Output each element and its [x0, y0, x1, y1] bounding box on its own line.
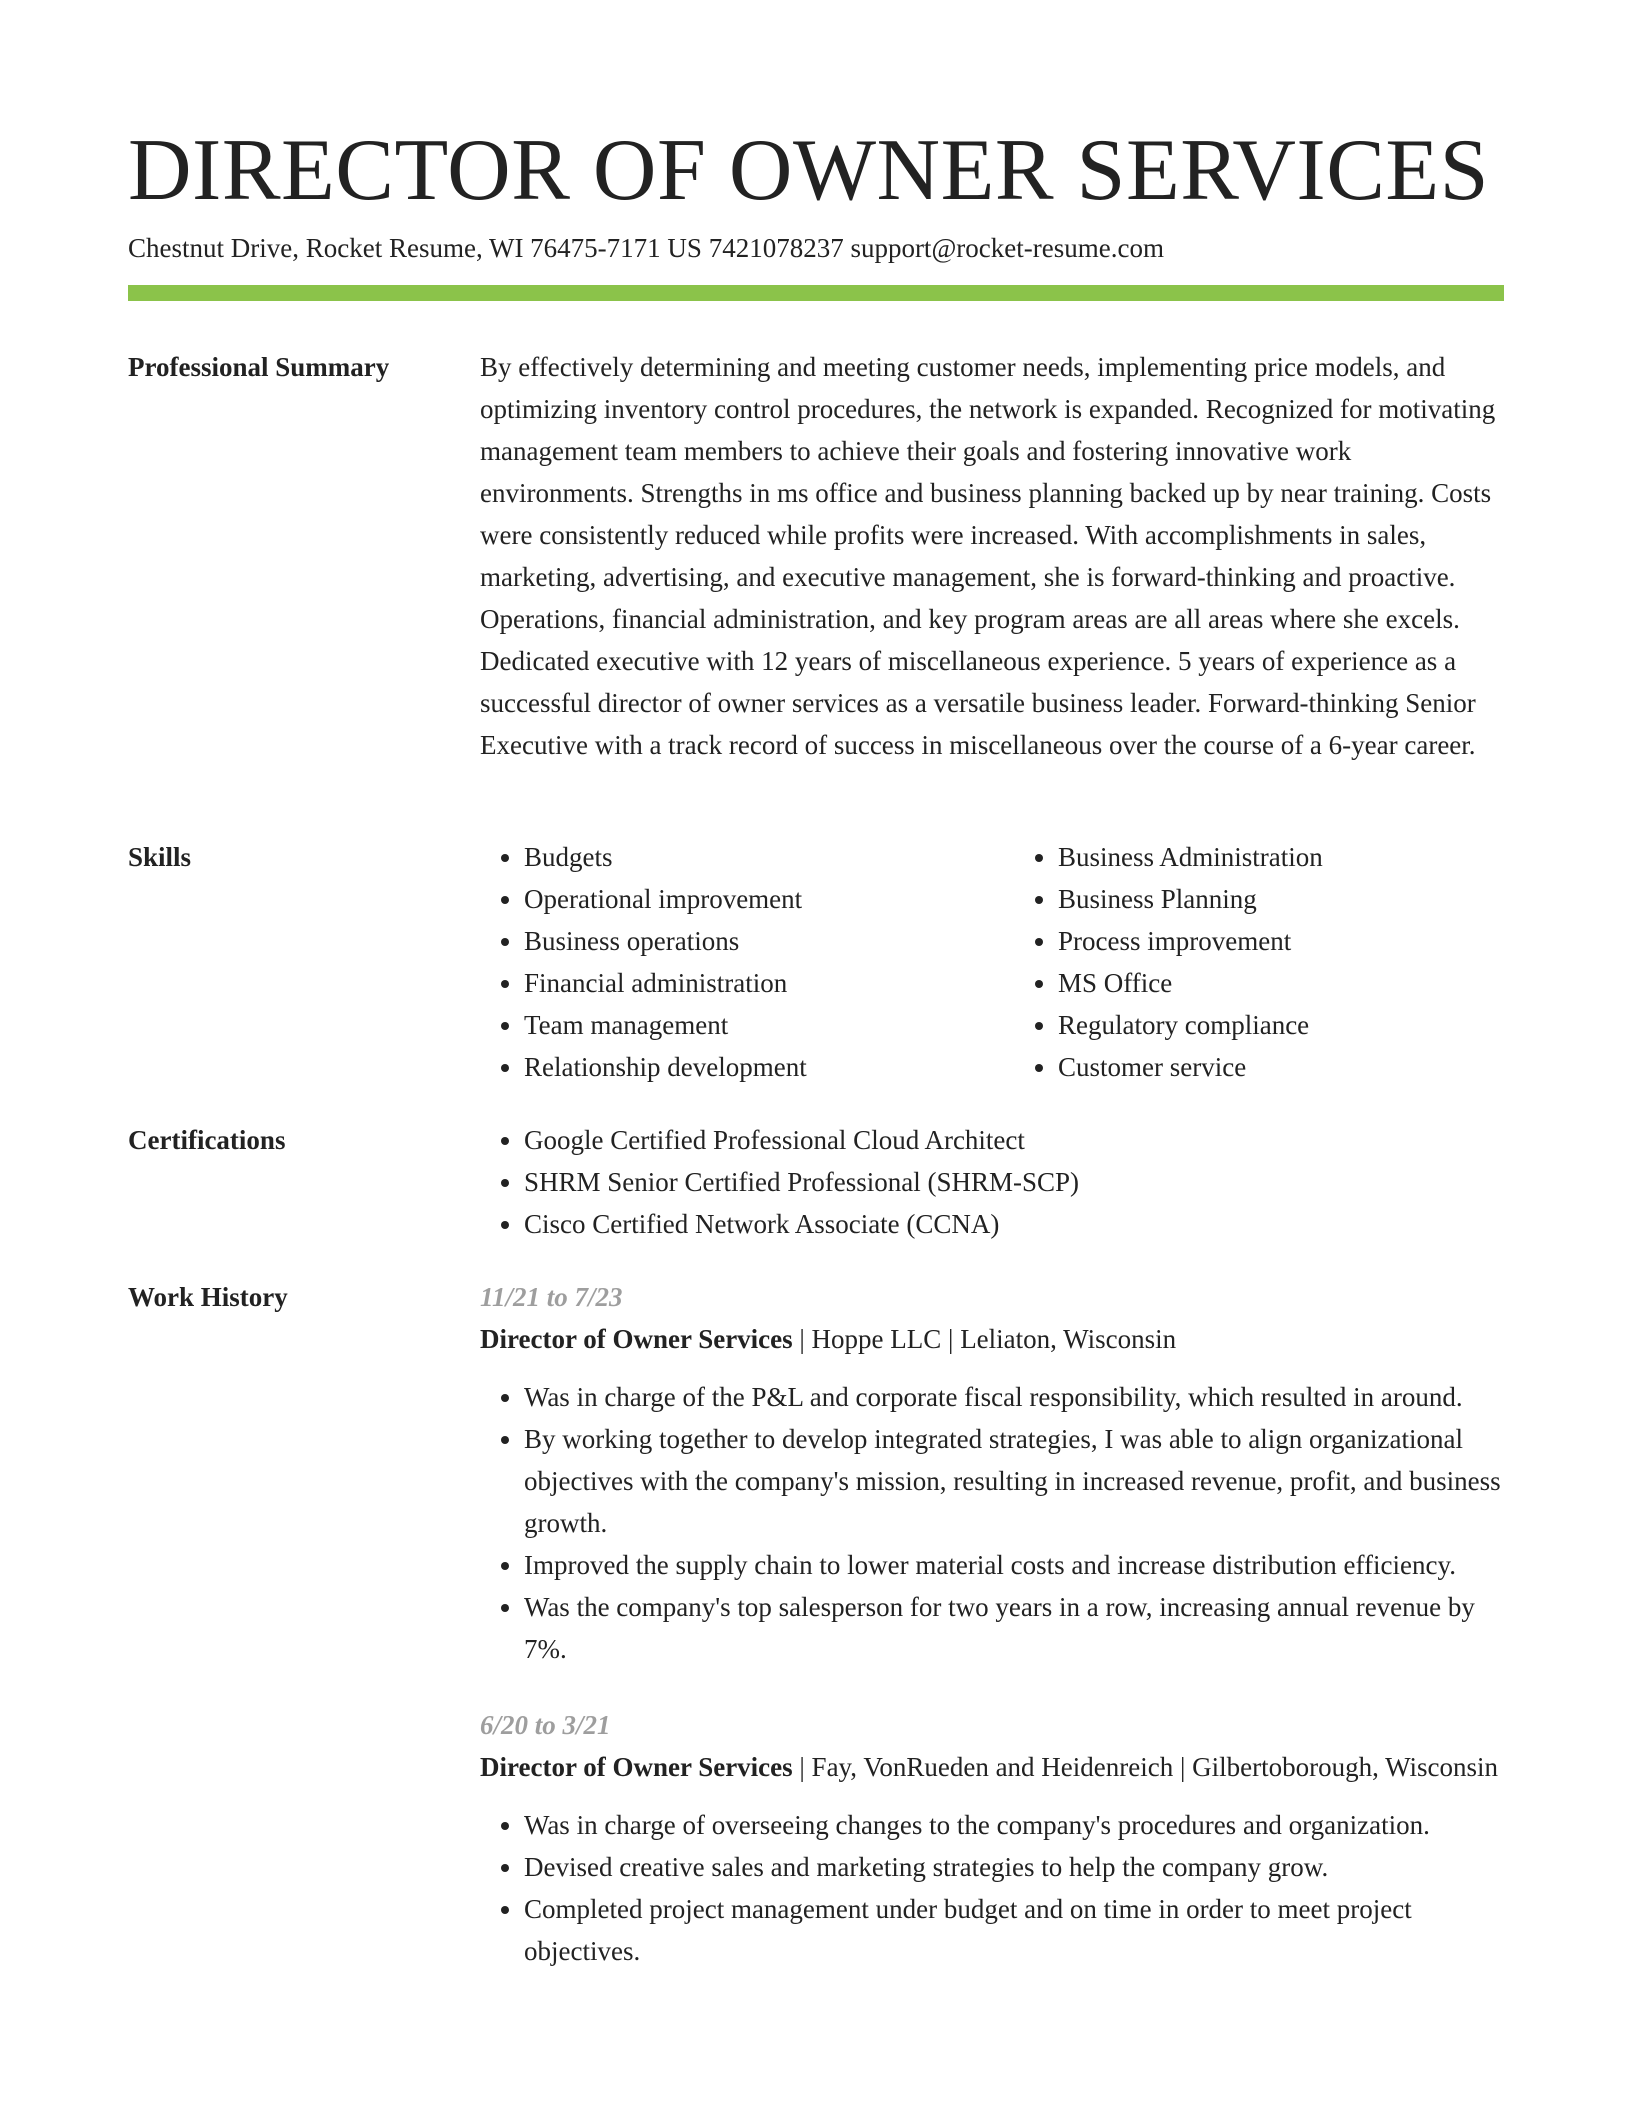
job-bullet: • Completed project management under budget and on time in order to meet project objectives. [524, 1888, 1504, 1972]
skill-item: • Business operations [524, 920, 970, 962]
accent-divider [128, 285, 1504, 301]
skills-list-left [480, 836, 970, 1088]
summary-text: By effectively determining and meeting customer needs, implementing price models, and optimizing inventory control procedures, the network is expanded. Recognized for motivating management team members to achieve their goals and fostering innovative work environments. Strengths in ms office and business planning backed up by near training. Costs were consistently reduced while profits were increased. With accomplishments in sales, marketing, advertising, and executive management, she is forward-thinking and proactive. Operations, financial administration, and key program areas are all areas where she excels. Dedicated executive with 12 years of miscellaneous experience. 5 years of experience as a successful director of owner services as a versatile business leader. Forward-thinking Senior Executive with a track record of success in miscellaneous over the course of a 6-year career. [480, 352, 1496, 760]
job-bullet: • By working together to develop integrated strategies, I was able to align organizational objectives with the company's mission, resulting in increased revenue, profit, and business growth. [524, 1418, 1504, 1544]
summary-label: Professional Summary [128, 352, 390, 382]
job-bullet: • Improved the supply chain to lower material costs and increase distribution efficiency. [524, 1544, 1504, 1586]
certifications-list [480, 1119, 1504, 1245]
job-heading [480, 1746, 1504, 1788]
job-title: Director of Owner Services [480, 1324, 793, 1354]
skill-item: • Customer service [1058, 1046, 1504, 1088]
job-entry [480, 1276, 1504, 1670]
job-dates: 6/20 to 3/21 [480, 1710, 611, 1740]
skill-item: • MS Office [1058, 962, 1504, 1004]
contact-email[interactable]: support@rocket-resume.com [850, 233, 1164, 263]
contact-phone: 7421078237 [708, 233, 844, 263]
skill-item: • Business Administration [1058, 836, 1504, 878]
skills-list-right [1014, 836, 1504, 1088]
job-bullets [480, 1376, 1504, 1670]
skill-item: • Business Planning [1058, 878, 1504, 920]
work-history-body [480, 1276, 1504, 1972]
skill-item: • Team management [524, 1004, 970, 1046]
contact-address: Chestnut Drive, Rocket Resume, WI 76475-7171 US [128, 233, 702, 263]
certification-item: • SHRM Senior Certified Professional (SHRM-SCP) [524, 1161, 1504, 1203]
skill-item: • Relationship development [524, 1046, 970, 1088]
skill-item: • Operational improvement [524, 878, 970, 920]
job-title: Director of Owner Services [480, 1752, 793, 1782]
job-entry [480, 1704, 1504, 1972]
certifications-label: Certifications [128, 1125, 286, 1155]
job-bullet: • Devised creative sales and marketing strategies to help the company grow. [524, 1846, 1504, 1888]
certification-item: • Cisco Certified Network Associate (CCNA) [524, 1203, 1504, 1245]
work-history-label: Work History [128, 1282, 288, 1312]
job-dates: 11/21 to 7/23 [480, 1282, 623, 1312]
job-employer-location: | Fay, VonRueden and Heidenreich | Gilbertoborough, Wisconsin [792, 1752, 1499, 1782]
summary-body [480, 346, 1504, 766]
skill-item: • Budgets [524, 836, 970, 878]
job-bullet: • Was the company's top salesperson for two years in a row, increasing annual revenue by 7%. [524, 1586, 1504, 1670]
resume-title: DIRECTOR OF OWNER SERVICES [128, 122, 1490, 219]
skills-label: Skills [128, 842, 192, 872]
skill-item: • Regulatory compliance [1058, 1004, 1504, 1046]
certifications-body [480, 1119, 1504, 1245]
skills-body [480, 836, 1504, 1088]
job-bullets [480, 1804, 1504, 1972]
contact-line [128, 230, 1164, 266]
job-bullet: • Was in charge of the P&L and corporate fiscal responsibility, which resulted in around. [524, 1376, 1504, 1418]
certification-item: • Google Certified Professional Cloud Architect [524, 1119, 1504, 1161]
job-bullet: • Was in charge of overseeing changes to the company's procedures and organization. [524, 1804, 1504, 1846]
skill-item: • Financial administration [524, 962, 970, 1004]
job-heading [480, 1318, 1504, 1360]
job-employer-location: | Hoppe LLC | Leliaton, Wisconsin [792, 1324, 1177, 1354]
skill-item: • Process improvement [1058, 920, 1504, 962]
